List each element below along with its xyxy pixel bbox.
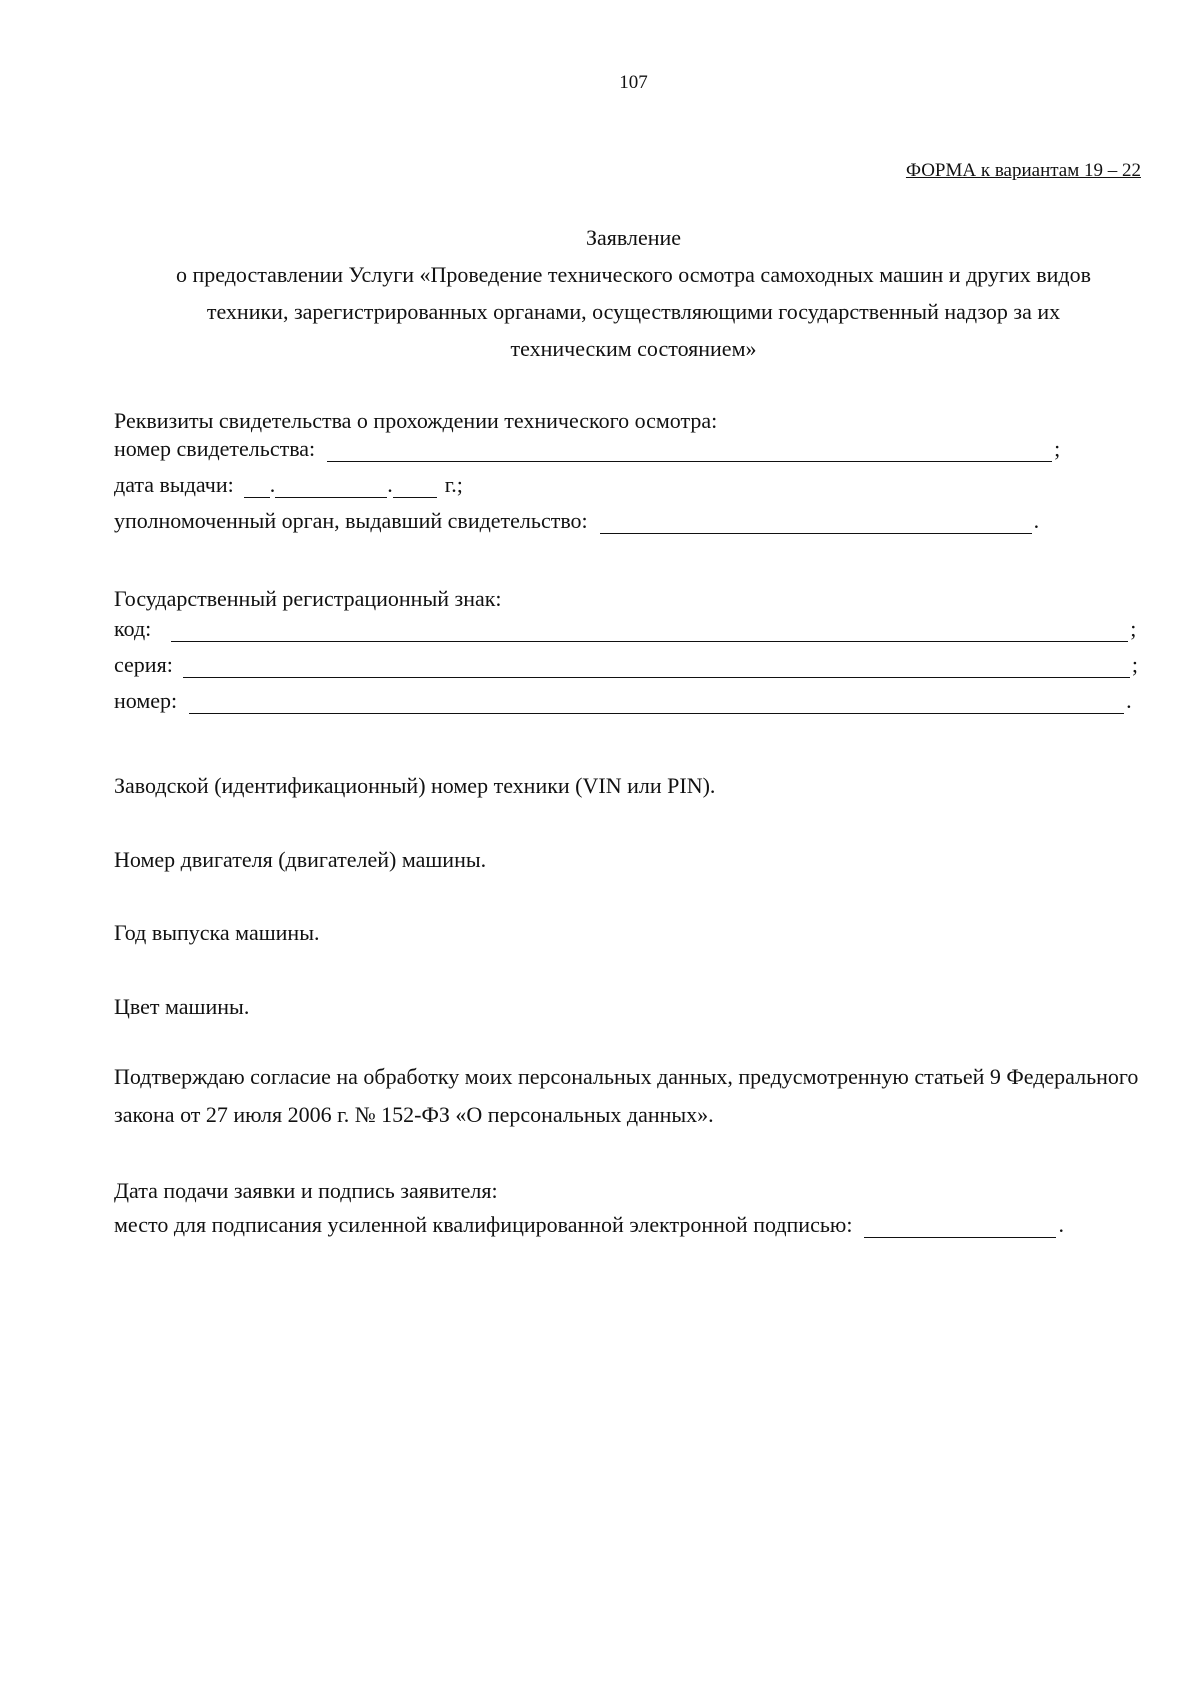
issue-date-label: дата выдачи:: [114, 472, 234, 497]
authority-row: [114, 504, 1039, 534]
application-title: [100, 219, 1167, 367]
title-line: техники, зарегистрированных органами, осуществляющими государственный надзор за их: [206, 299, 1061, 324]
semicolon: ;: [1131, 652, 1138, 677]
plate-number-row: [114, 684, 1132, 714]
registration-plate-heading: Государственный регистрационный знак:: [114, 586, 502, 611]
issue-year-field[interactable]: [393, 475, 437, 501]
esign-label: место для подписания усиленной квалифицированной электронной подписью:: [114, 1212, 853, 1237]
manufacture-year-label: Год выпуска машины.: [114, 920, 320, 945]
period: .: [1126, 688, 1132, 713]
authority-label: уполномоченный орган, выдавший свидетельство:: [114, 508, 588, 533]
title-line: о предоставлении Услуги «Проведение технического осмотра самоходных машин и других видов: [175, 262, 1092, 287]
semicolon: ;: [1130, 616, 1137, 641]
plate-code-row: [114, 612, 1136, 642]
esign-field[interactable]: [864, 1215, 1056, 1241]
esign-row: [114, 1208, 1064, 1238]
form-reference: ФОРМА к вариантам 19 – 22: [905, 160, 1141, 181]
issue-month-field[interactable]: [275, 475, 387, 501]
plate-code-label: код:: [114, 616, 152, 641]
issue-day-field[interactable]: [244, 475, 270, 501]
color-label: Цвет машины.: [114, 994, 250, 1019]
plate-series-row: [114, 648, 1138, 678]
issue-date-row: [114, 468, 463, 498]
year-suffix: г.;: [444, 472, 463, 497]
period: .: [1058, 1212, 1064, 1237]
plate-series-line: [183, 655, 1130, 678]
authority-field[interactable]: [600, 511, 1032, 537]
plate-series-label: серия:: [114, 652, 173, 677]
plate-code-field[interactable]: [171, 619, 1128, 645]
certificate-number-field[interactable]: [327, 439, 1052, 465]
certificate-number-label: номер свидетельства:: [114, 436, 316, 461]
period: .: [1033, 508, 1040, 533]
date-separator: .: [269, 472, 276, 497]
esign-line: [864, 1215, 1056, 1238]
title-line: техническим состоянием»: [510, 336, 757, 361]
page-number: 107: [619, 72, 648, 93]
issue-year-line: [393, 475, 437, 498]
plate-number-line: [189, 691, 1124, 714]
certificate-heading: Реквизиты свидетельства о прохождении технического осмотра:: [114, 408, 718, 433]
plate-number-label: номер:: [114, 688, 178, 713]
issue-day-line: [244, 475, 270, 498]
consent-text: Подтверждаю согласие на обработку моих персональных данных, предусмотренную статьей 9 Федерального закона от 27 июля 2006 г. № 152-ФЗ «О персональных данных».: [114, 1064, 1139, 1127]
semicolon: ;: [1054, 436, 1061, 461]
vin-label: Заводской (идентификационный) номер техники (VIN или PIN).: [114, 773, 716, 798]
certificate-number-line: [327, 439, 1052, 462]
signature-heading: Дата подачи заявки и подпись заявителя:: [114, 1178, 498, 1203]
authority-line: [600, 511, 1032, 534]
engine-number-label: Номер двигателя (двигателей) машины.: [114, 847, 487, 872]
certificate-number-row: [114, 432, 1060, 462]
date-separator: .: [387, 472, 393, 497]
title-heading: Заявление: [585, 225, 682, 250]
issue-month-line: [275, 475, 387, 498]
plate-number-field[interactable]: [189, 691, 1124, 717]
plate-code-line: [171, 619, 1128, 642]
plate-series-field[interactable]: [183, 655, 1130, 681]
